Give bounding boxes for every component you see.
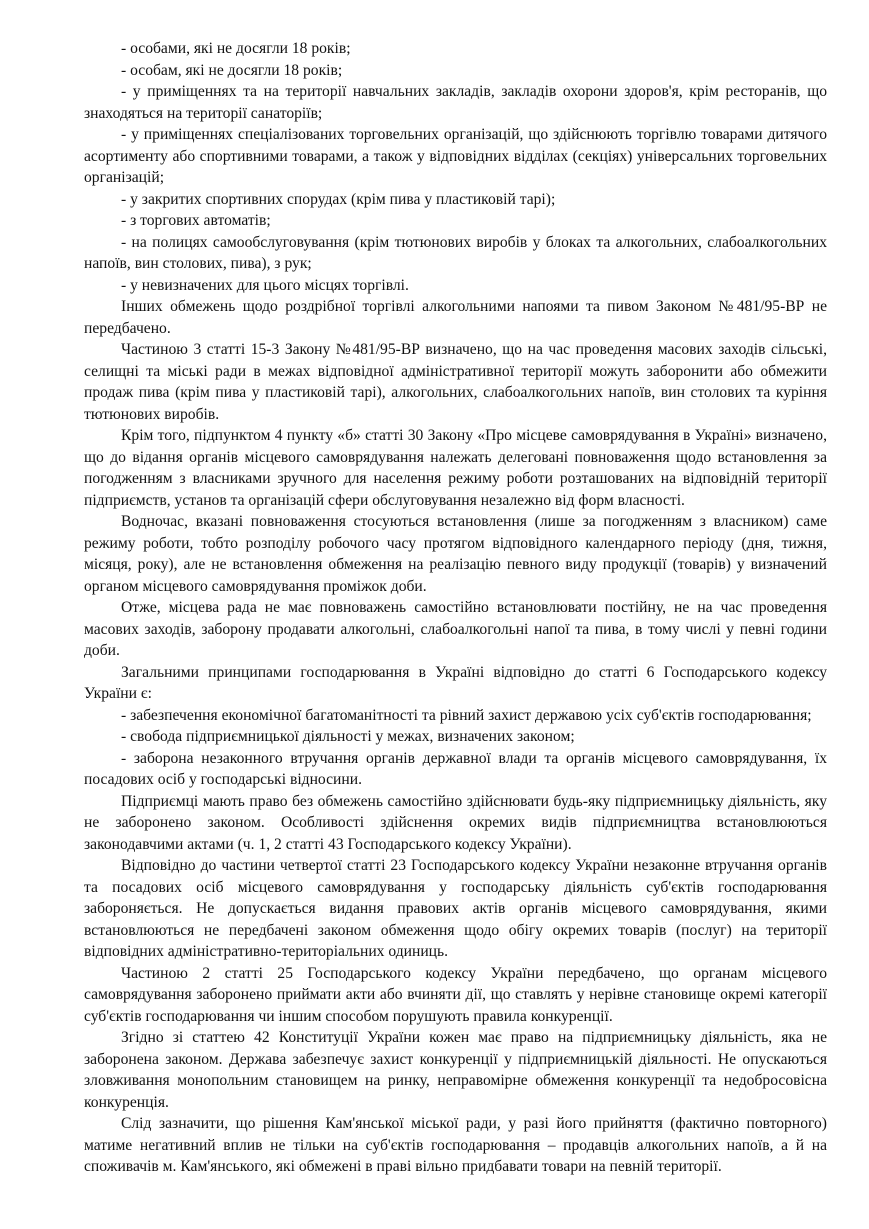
paragraph: Частиною 2 статті 25 Господарського кодексу України передбачено, що органам місцевого самоврядування заборонено приймати акти або вчиняти дії, що ставлять у нерівне становище окремі категорії суб'єктів господарювання чи іншим способом порушують правила конкуренції.	[84, 964, 827, 1025]
paragraph: Слід зазначити, що рішення Кам'янської міської ради, у разі його прийняття (фактично повторного) матиме негативний вплив не тільки на суб'єктів господарювання – продавців алкогольних напоїв, а й на споживачів м. Кам'янського, які обмежені в праві вільно придбавати товари на певній території.	[84, 1115, 827, 1175]
paragraph: - заборона незаконного втручання органів державної влади та органів місцевого самоврядування, їх посадових осіб у господарські відносини.	[84, 749, 827, 788]
paragraph: - особами, які не досягли 18 років;	[121, 40, 351, 57]
paragraph: Крім того, підпунктом 4 пункту «б» статті 30 Закону «Про місцеве самоврядування в Україні» визначено, що до відання органів місцевого самоврядування належать делеговані повноваження щодо встановлення за погодженням з власниками зручного для населення режиму роботи розташованих на відповідній території підприємств, установ та організацій сфери обслуговування незалежно від форм власності.	[84, 427, 827, 509]
paragraph: Інших обмежень щодо роздрібної торгівлі алкогольними напоями та пивом Законом №481/95-ВР не передбачено.	[84, 298, 827, 337]
paragraph: Згідно зі статтею 42 Конституції України кожен має право на підприємницьку діяльність, яка не заборонена законом. Держава забезпечує захист конкуренції у підприємницькій діяльності. Не опускаються зловживання монопольним становищем на ринку, неправомірне обмеження конкуренції та недобросовісна конкуренція.	[84, 1029, 827, 1111]
paragraph: Відповідно до частини четвертої статті 23 Господарського кодексу України незаконне втручання органів та посадових осіб місцевого самоврядування у господарську діяльність суб'єктів господарювання забороняється. Не допускається видання правових актів органів місцевого самоврядування, якими встановлюються не передбачені законом обмеження щодо обігу окремих товарів (послуг) на території відповідних адміністративно-територіальних одиниць.	[84, 857, 827, 960]
paragraph: - на полицях самообслуговування (крім тютюнових виробів у блоках та алкогольних, слабоалкогольних напоїв, вин столових, пива), з рук;	[84, 233, 827, 272]
paragraph: Водночас, вказані повноваження стосуються встановлення (лише за погодженням з власником) саме режиму роботи, тобто розподілу робочого часу протягом відповідного календарного періоду (дня, тижня, місяця, року), але не встановлення обмеження на реалізацію певного виду продукції (товарів) у визначений органом місцевого самоврядування проміжок доби.	[84, 513, 827, 595]
paragraph: Частиною 3 статті 15-3 Закону №481/95-ВР визначено, що на час проведення масових заходів сільські, селищні та міські ради в межах відповідної адміністративної території можуть заборонити або обмежити продаж пива (крім пива у пластиковій тарі), алкогольних, слабоалкогольних напоїв, вин столових та куріння тютюнових виробів.	[84, 341, 827, 423]
paragraph: - з торгових автоматів;	[121, 212, 271, 229]
paragraph: - забезпечення економічної багатоманітності та рівний захист державою усіх суб'єктів господарювання;	[121, 706, 812, 724]
paragraph: - особам, які не досягли 18 років;	[121, 61, 343, 79]
paragraph: Підприємці мають право без обмежень самостійно здійснювати будь-яку підприємницьку діяльність, яку не заборонено законом. Особливості здійснення окремих видів підприємництва встановлюються законодавчими актами (ч. 1, 2 статті 43 Господарського кодексу України).	[84, 792, 827, 853]
paragraph: - свобода підприємницької діяльності у межах, визначених законом;	[121, 728, 575, 745]
paragraph: Отже, місцева рада не має повноважень самостійно встановлювати постійну, не на час проведення масових заходів, заборону продавати алкогольні, слабоалкогольні напої та пива, в тому числі у певні години доби.	[84, 599, 827, 659]
paragraph: - у невизначених для цього місцях торгівлі.	[121, 276, 409, 294]
paragraph: - у приміщеннях спеціалізованих торговельних організацій, що здійснюють торгівлю товарами дитячого асортименту або спортивними товарами, а також у відповідних відділах (секціях) універсальних торговельних організацій;	[84, 126, 827, 186]
paragraph: - у закритих спортивних спорудах (крім пива у пластиковій тарі);	[121, 190, 556, 208]
paragraph: Загальними принципами господарювання в Україні відповідно до статті 6 Господарського кодексу України є:	[84, 663, 827, 702]
paragraph: - у приміщеннях та на території навчальних закладів, закладів охорони здоров'я, крім ресторанів, що знаходяться на території санаторіїв;	[84, 83, 827, 122]
document-body	[84, 38, 827, 1178]
